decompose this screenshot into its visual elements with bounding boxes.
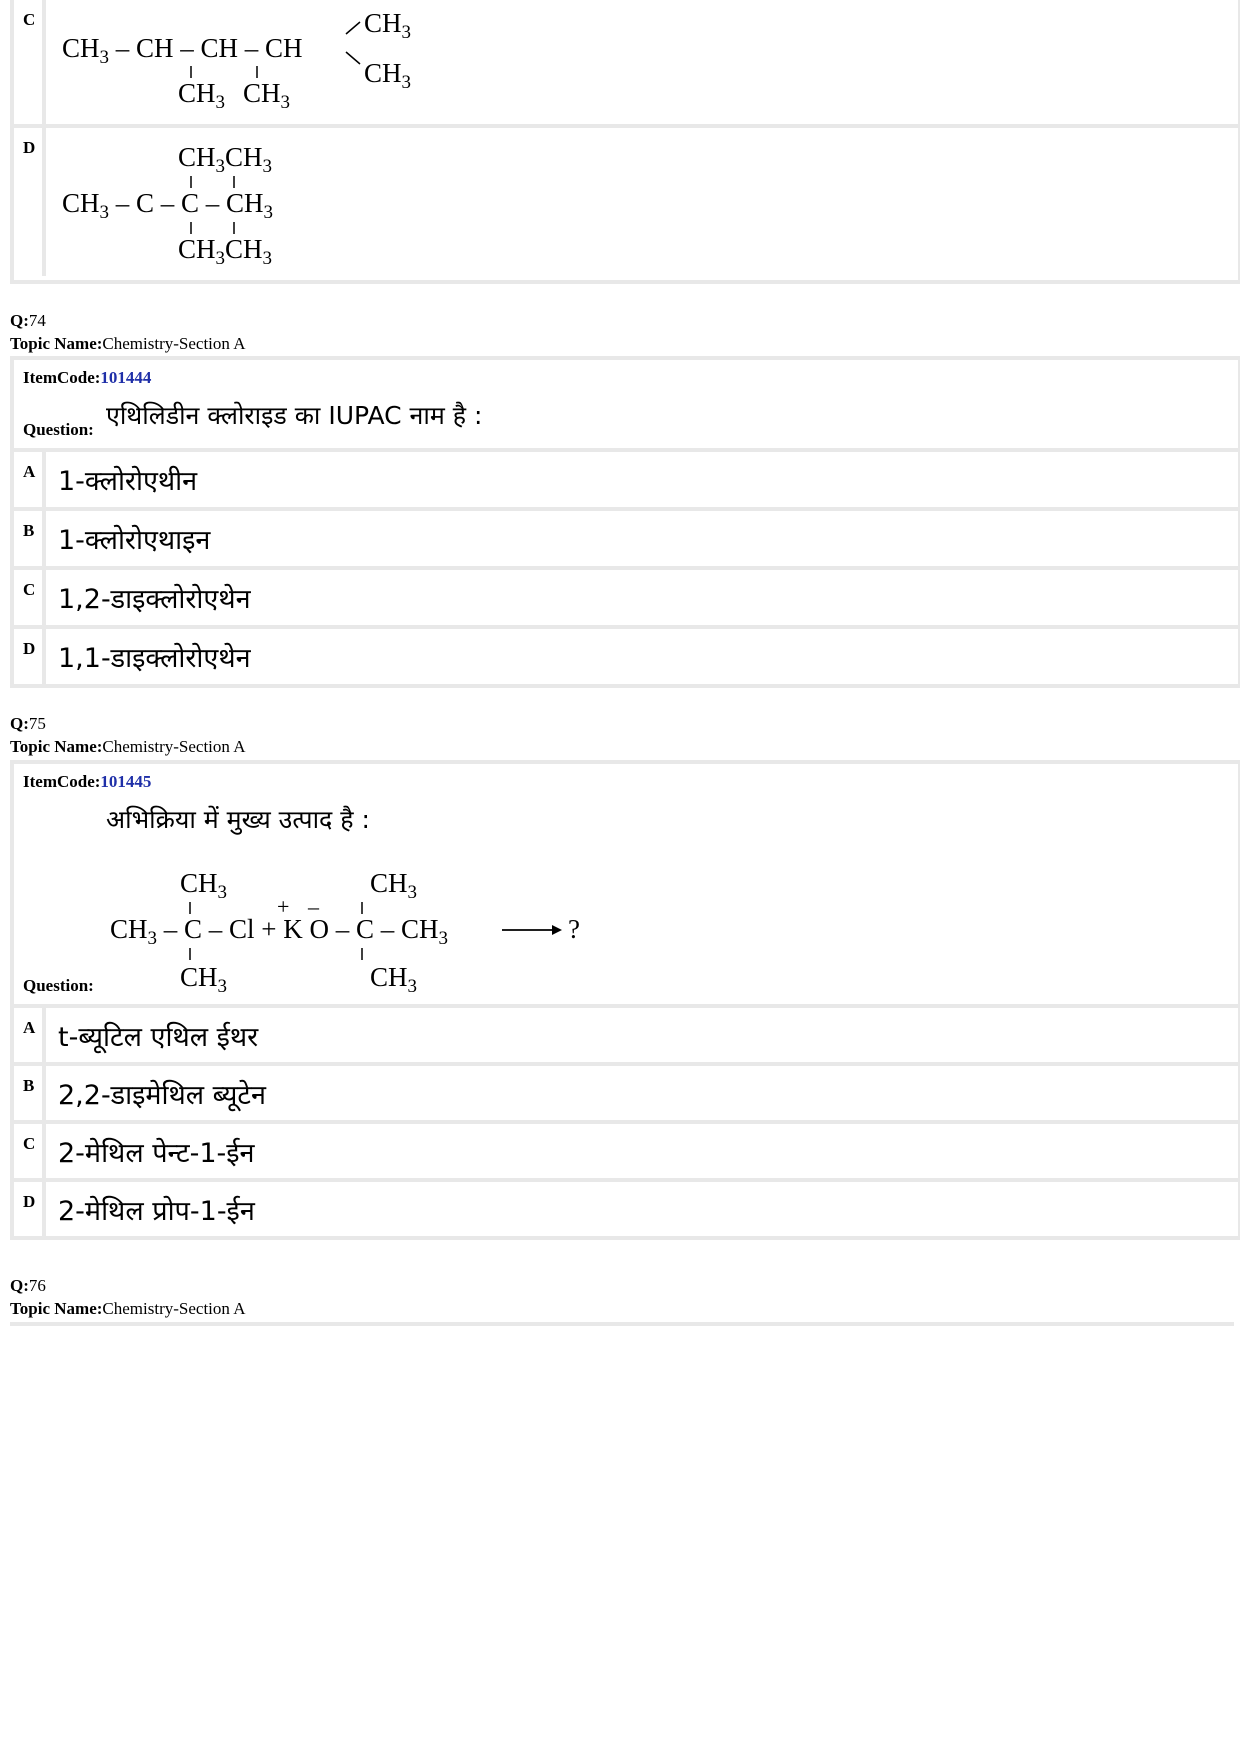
option-key: C [14,0,46,124]
option-key: C [14,1124,46,1178]
item-code-label: ItemCode: [23,772,101,791]
option-key: D [14,629,46,684]
option-d-row[interactable] [14,625,1238,684]
svg-text:CH3 – C – Cl + K O – C – CH3: $CH_3 - C - Cl + K$ O – C – $CH_3$ [110,914,449,949]
option-text: 2,2-डाइमेथिल ब्यूटेन [58,1079,266,1111]
q75-header [10,712,245,758]
svg-text:CH3: $CH_3$ [364,8,412,43]
option-text: 1,1-डाइक्लोरोएथेन [58,643,251,674]
q74-header [10,309,245,355]
option-c-row[interactable] [14,566,1238,625]
svg-text:CH3: $CH_3$ [370,962,418,994]
svg-text:CH3CH3: $CH_3CH_3$ [178,142,273,177]
svg-text:CH3 – C – C – CH3: $CH_3$ – C – C – $CH_3$ [62,188,274,223]
option-d-structure [46,128,1238,276]
svg-text:CH3: $CH_3$ [370,868,418,903]
q75-block [10,760,1240,1240]
question-label: Question: [23,976,94,995]
q74-block [10,356,1240,688]
topic-label: Topic Name: [10,334,103,353]
option-a-row[interactable] [14,1004,1238,1062]
option-text: t-ब्यूटिल एथिल ईथर [58,1021,259,1053]
option-key: B [14,511,46,566]
question-text: अभिक्रिया में मुख्य उत्पाद है : [106,805,370,834]
svg-text:CH3: $CH_3$ [178,78,226,113]
reaction-scheme [106,854,586,994]
q-number: 76 [28,1276,46,1295]
svg-text:+: + [277,894,290,919]
q-number: 75 [28,714,46,733]
q73-options [10,0,1240,284]
option-key: A [14,452,46,507]
item-code-line [14,362,151,388]
option-key: B [14,1066,46,1120]
svg-text:?: ? [568,914,580,944]
option-text: 2-मेथिल पेन्ट-1-ईन [58,1137,255,1169]
q76-header [10,1274,245,1320]
option-key: D [14,1182,46,1236]
option-text: 1,2-डाइक्लोरोएथेन [58,584,251,615]
question-text: एथिलिडीन क्लोराइड का IUPAC नाम है : [106,401,483,430]
question-label: Question: [23,420,94,439]
topic-label: Topic Name: [10,737,103,756]
topic-name: Chemistry-Section A [102,334,246,353]
svg-text:CH3CH3: $CH_3CH_3$ [178,234,273,269]
option-text: 2-मेथिल प्रोप-1-ईन [58,1195,255,1227]
option-text: 1-क्लोरोएथीन [58,466,198,497]
q-label: Q: [10,714,29,733]
q-label: Q: [10,1276,29,1295]
topic-name: Chemistry-Section A [102,737,246,756]
svg-text:CH3: $CH_3$ [364,58,412,93]
q76-divider [10,1322,1234,1326]
q-number: 74 [28,311,46,330]
svg-text:CH3: $CH_3$ [243,78,291,113]
svg-text:CH3: $CH_3$ [180,962,228,994]
option-text: 1-क्लोरोएथाइन [58,525,211,556]
svg-text:CH3 – CH – CH – CH: $CH_3$ – CH – CH – CH [62,33,303,68]
q-label: Q: [10,311,29,330]
q75-question [14,764,1238,1004]
option-key: C [14,570,46,625]
option-key: A [14,1008,46,1062]
structure-2345-tetramethylhexane [58,2,478,122]
option-b-row[interactable] [14,1062,1238,1120]
item-code: 101444 [100,368,152,387]
svg-text:–: – [308,894,319,919]
topic-name: Chemistry-Section A [102,1299,246,1318]
topic-label: Topic Name: [10,1299,103,1318]
svg-text:CH3: $CH_3$ [180,868,228,903]
option-c-structure [46,0,1238,124]
option-c-row[interactable] [14,1120,1238,1178]
option-d-row[interactable] [14,1178,1238,1236]
q74-question [14,360,1238,448]
option-d-row[interactable] [14,124,1238,276]
item-code: 101445 [100,772,152,791]
item-code-line [14,766,151,792]
structure-tetramethylbutane [58,132,378,272]
option-b-row[interactable] [14,507,1238,566]
option-key: D [14,128,46,276]
item-code-label: ItemCode: [23,368,101,387]
option-c-row[interactable] [14,0,1238,124]
option-a-row[interactable] [14,448,1238,507]
